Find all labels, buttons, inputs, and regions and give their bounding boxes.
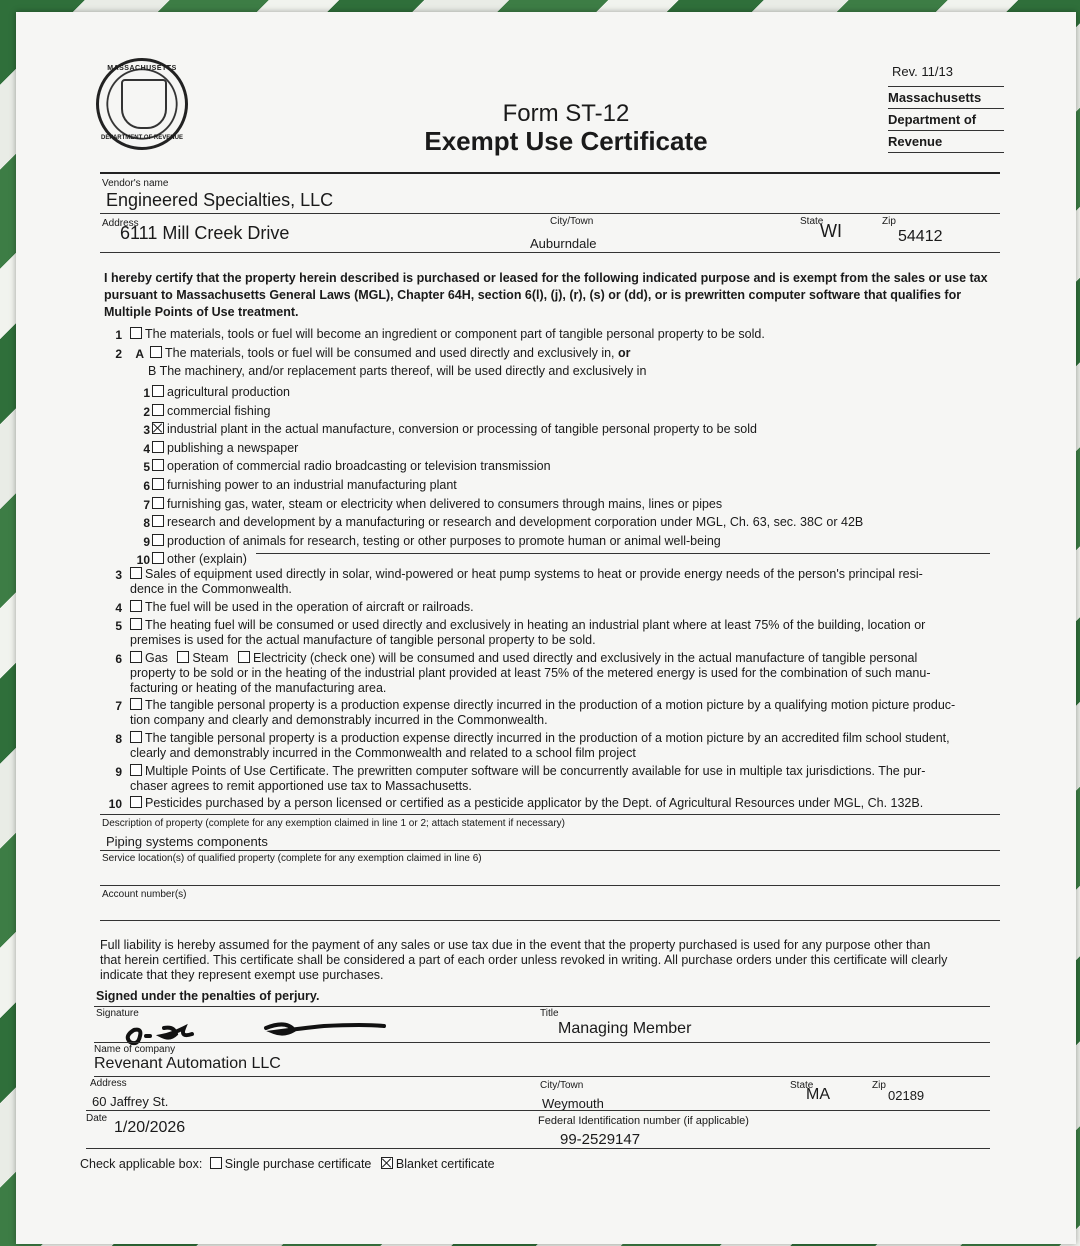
sub-item-row <box>152 497 722 512</box>
item-6-steam-checkbox[interactable] <box>177 651 189 663</box>
sub-item-row <box>152 515 863 530</box>
sub-item-number: 10 <box>136 553 150 567</box>
purchaser-zip-field[interactable]: 02189 <box>888 1088 925 1103</box>
date-label: Date <box>86 1113 108 1124</box>
item-10-number: 10 <box>108 797 122 811</box>
signature-label: Signature <box>96 1008 139 1019</box>
fein-label: Federal Identification number (if applicable) <box>538 1115 749 1127</box>
description-field[interactable]: Piping systems components <box>106 834 268 849</box>
vendor-name-label: Vendor's name <box>102 178 169 189</box>
item-2b-text: The machinery, and/or replacement parts thereof, will be used directly and exclusively in <box>159 364 647 378</box>
sub-item-row <box>152 552 247 567</box>
sub-item-number: 3 <box>143 423 150 437</box>
purchaser-state-label: State <box>790 1080 814 1091</box>
form-page <box>16 12 1076 1244</box>
sub-item-number: 2 <box>143 405 150 419</box>
sub-item-row <box>152 422 757 437</box>
sub-item-number: 7 <box>143 498 150 512</box>
sub-item-text: agricultural production <box>167 385 290 399</box>
purchaser-city-label: City/Town <box>540 1080 584 1091</box>
item-4-checkbox[interactable] <box>130 600 142 612</box>
purchaser-address-label: Address <box>90 1078 127 1089</box>
sub-item-text: operation of commercial radio broadcasting or television transmission <box>167 459 551 473</box>
item-7-checkbox[interactable] <box>130 698 142 710</box>
seal-text-bottom: DEPARTMENT OF REVENUE <box>101 135 183 141</box>
item-8-text-2: clearly and demonstrably incurred in the Commonwealth and related to a school film project <box>130 746 636 760</box>
item-8-checkbox[interactable] <box>130 731 142 743</box>
sub-item-row <box>152 459 551 474</box>
single-purchase-checkbox[interactable] <box>210 1157 222 1169</box>
sub-item-text: research and development by a manufacturing or research and development corporation under MGL, Ch. 63, sec. 38C or 42B <box>167 515 864 529</box>
sub-item-number: 9 <box>143 535 150 549</box>
item-7-text-2: tion company and clearly and demonstrably incurred in the Commonwealth. <box>130 713 548 727</box>
sub-item-row <box>152 441 298 456</box>
title-field[interactable]: Managing Member <box>558 1020 692 1037</box>
liability-text-3: indicate that they represent exempt use purchases. <box>100 968 384 982</box>
purchaser-city-field[interactable]: Weymouth <box>542 1096 604 1111</box>
item-5-text-1: The heating fuel will be consumed or used directly and exclusively in heating an industrial plant where at least 75% of the building, location or <box>145 618 926 632</box>
company-label: Name of company <box>94 1044 176 1055</box>
sub-item-row <box>152 404 271 419</box>
sub-item-checkbox[interactable] <box>152 497 164 509</box>
vendor-state-label: State <box>800 216 824 227</box>
perjury-statement: Signed under the penalties of perjury. <box>96 989 320 1003</box>
item-2a-checkbox[interactable] <box>150 346 162 358</box>
vendor-city-label: City/Town <box>550 216 594 227</box>
item-6-text-3: facturing or heating of the manufacturing area. <box>130 681 387 695</box>
blanket-certificate-label: Blanket certificate <box>395 1157 495 1171</box>
vendor-state-field[interactable]: WI <box>820 221 842 241</box>
item-9-text-1: Multiple Points of Use Certificate. The prewritten computer software will be concurrently available for use in multiple tax jurisdictions. The pur- <box>145 764 926 778</box>
agency-line-3: Revenue <box>888 130 1004 153</box>
item-6-gas-label: Gas <box>145 651 168 665</box>
item-8-number: 8 <box>115 732 122 746</box>
seal-text-top: MASSACHUSETTS <box>107 65 177 72</box>
single-purchase-label: Single purchase certificate <box>224 1157 372 1171</box>
sub-item-text: industrial plant in the actual manufacture, conversion or processing of tangible personal property to be sold <box>167 422 757 436</box>
purchaser-state-field[interactable]: MA <box>806 1086 830 1103</box>
item-2-number: 2 <box>115 347 122 361</box>
item-2a-text: The materials, tools or fuel will be consumed and used directly and exclusively in, <box>165 346 615 360</box>
item-3-checkbox[interactable] <box>130 567 142 579</box>
item-6-steam-label: Steam <box>192 651 229 665</box>
description-label: Description of property (complete for any exemption claimed in line 1 or 2; attach statement if necessary) <box>102 818 565 829</box>
item-10-checkbox[interactable] <box>130 796 142 808</box>
liability-text-2: that herein certified. This certificate shall be considered a part of each order unless revoked in writing. All purchase orders under this certificate will clearly <box>100 953 948 967</box>
title-label: Title <box>540 1008 559 1019</box>
service-location-label: Service location(s) of qualified property (complete for any exemption claimed in line 6) <box>102 853 482 864</box>
company-field[interactable]: Revenant Automation LLC <box>94 1055 281 1072</box>
date-field[interactable]: 1/20/2026 <box>114 1119 186 1136</box>
item-2b-letter: B <box>148 364 157 378</box>
item-2a-letter: A <box>135 347 144 361</box>
sub-item-row <box>152 478 457 493</box>
agency-line-2: Department of <box>888 108 1004 127</box>
vendor-name-field[interactable]: Engineered Specialties, LLC <box>106 190 334 210</box>
purchaser-address-field[interactable]: 60 Jaffrey St. <box>92 1094 169 1109</box>
sub-item-row <box>152 534 721 549</box>
item-7-text-1: The tangible personal property is a production expense directly incurred in the production of a motion picture by a qualifying motion picture produc- <box>145 698 956 712</box>
sub-item-checkbox[interactable] <box>152 478 164 490</box>
item-9-checkbox[interactable] <box>130 764 142 776</box>
vendor-zip-field[interactable]: 54412 <box>898 228 943 245</box>
item-6-number: 6 <box>115 652 122 666</box>
item-6-text-2: property to be sold or in the heating of the industrial plant provided at least 75% of the metered energy is used for the combination of such manu- <box>130 666 931 680</box>
vendor-zip-label: Zip <box>882 216 896 227</box>
item-8-text-1: The tangible personal property is a production expense directly incurred in the production of a motion picture by an accredited film school student, <box>145 731 950 745</box>
form-title: Exempt Use Certificate <box>424 126 708 156</box>
sub-item-checkbox[interactable] <box>152 552 164 564</box>
sub-item-text: furnishing power to an industrial manufacturing plant <box>167 478 457 492</box>
item-1-text: The materials, tools or fuel will become an ingredient or component part of tangible personal property to be sold. <box>145 327 765 341</box>
item-5-checkbox[interactable] <box>130 618 142 630</box>
sub-item-number: 1 <box>143 386 150 400</box>
item-3-number: 3 <box>115 568 122 582</box>
item-3-text-1: Sales of equipment used directly in solar, wind-powered or heat pump systems to heat or provide energy needs of the person's principal resi- <box>145 567 923 581</box>
vendor-address-label: Address <box>102 218 139 229</box>
item-6-gas-checkbox[interactable] <box>130 651 142 663</box>
item-1-number: 1 <box>115 328 122 342</box>
sub-item-text: other (explain) <box>167 552 247 566</box>
fein-field[interactable]: 99-2529147 <box>560 1131 641 1148</box>
check-applicable-label: Check applicable box: <box>80 1157 203 1171</box>
sub-item-row <box>152 385 290 400</box>
sub-item-text: commercial fishing <box>167 404 271 418</box>
item-10-text: Pesticides purchased by a person licensed or certified as a pesticide applicator by the Dept. of Agricultural Resources under MGL, Ch. 132B. <box>145 796 924 810</box>
item-1-checkbox[interactable] <box>130 327 142 339</box>
liability-text-1: Full liability is hereby assumed for the payment of any sales or use tax due in the event that the property purchased is used for any purpose other than <box>100 938 931 952</box>
sub-item-text: publishing a newspaper <box>167 441 299 455</box>
item-4-text: The fuel will be used in the operation of aircraft or railroads. <box>145 600 474 614</box>
sub-item-number: 8 <box>143 516 150 530</box>
item-6-text-1: Electricity (check one) will be consumed and used directly and exclusively in the actual manufacture of tangible personal <box>253 651 918 665</box>
sub-item-checkbox[interactable] <box>152 385 164 397</box>
certification-statement: I hereby certify that the property herein described is purchased or leased for the following indicated purpose and is exempt from the sales or use tax pursuant to Massachusetts General Laws (MGL), Chapter 64H, section 6(l), (j), (r), (s) or (dd), or is prewritten computer software that qualifies for Multiple Points of Use treatment. <box>104 271 988 319</box>
sub-item-checkbox[interactable] <box>152 441 164 453</box>
other-explain-field[interactable] <box>256 553 990 554</box>
vendor-city-field[interactable]: Auburndale <box>530 236 597 251</box>
sub-item-number: 6 <box>143 479 150 493</box>
agency-line-1: Massachusetts <box>888 86 1004 105</box>
item-3-text-2: dence in the Commonwealth. <box>130 582 292 596</box>
sub-item-checkbox[interactable] <box>152 422 164 434</box>
sub-item-checkbox[interactable] <box>152 404 164 416</box>
vendor-address-field[interactable]: 6111 Mill Creek Drive <box>120 223 290 243</box>
item-6-electricity-checkbox[interactable] <box>238 651 250 663</box>
item-5-text-2: premises is used for the actual manufacture of tangible personal property to be sold. <box>130 633 596 647</box>
sub-item-checkbox[interactable] <box>152 459 164 471</box>
sub-item-checkbox[interactable] <box>152 515 164 527</box>
sub-item-text: furnishing gas, water, steam or electricity when delivered to consumers through mains, lines or pipes <box>167 497 723 511</box>
sub-item-number: 4 <box>143 442 150 456</box>
item-9-text-2: chaser agrees to remit apportioned use tax to Massachusetts. <box>130 779 472 793</box>
account-number-label: Account number(s) <box>102 889 187 900</box>
item-4-number: 4 <box>115 601 122 615</box>
purchaser-zip-label: Zip <box>872 1080 886 1091</box>
sub-item-text: production of animals for research, testing or other purposes to promote human or animal well-being <box>167 534 721 548</box>
sub-item-checkbox[interactable] <box>152 534 164 546</box>
item-5-number: 5 <box>115 619 122 633</box>
revision-label: Rev. 11/13 <box>892 64 953 79</box>
sub-item-number: 5 <box>143 460 150 474</box>
item-9-number: 9 <box>115 765 122 779</box>
blanket-certificate-checkbox[interactable] <box>381 1157 393 1169</box>
form-number: Form ST-12 <box>502 100 630 127</box>
item-2a-or: or <box>618 346 631 360</box>
item-7-number: 7 <box>115 699 122 713</box>
header-divider <box>100 172 1000 174</box>
